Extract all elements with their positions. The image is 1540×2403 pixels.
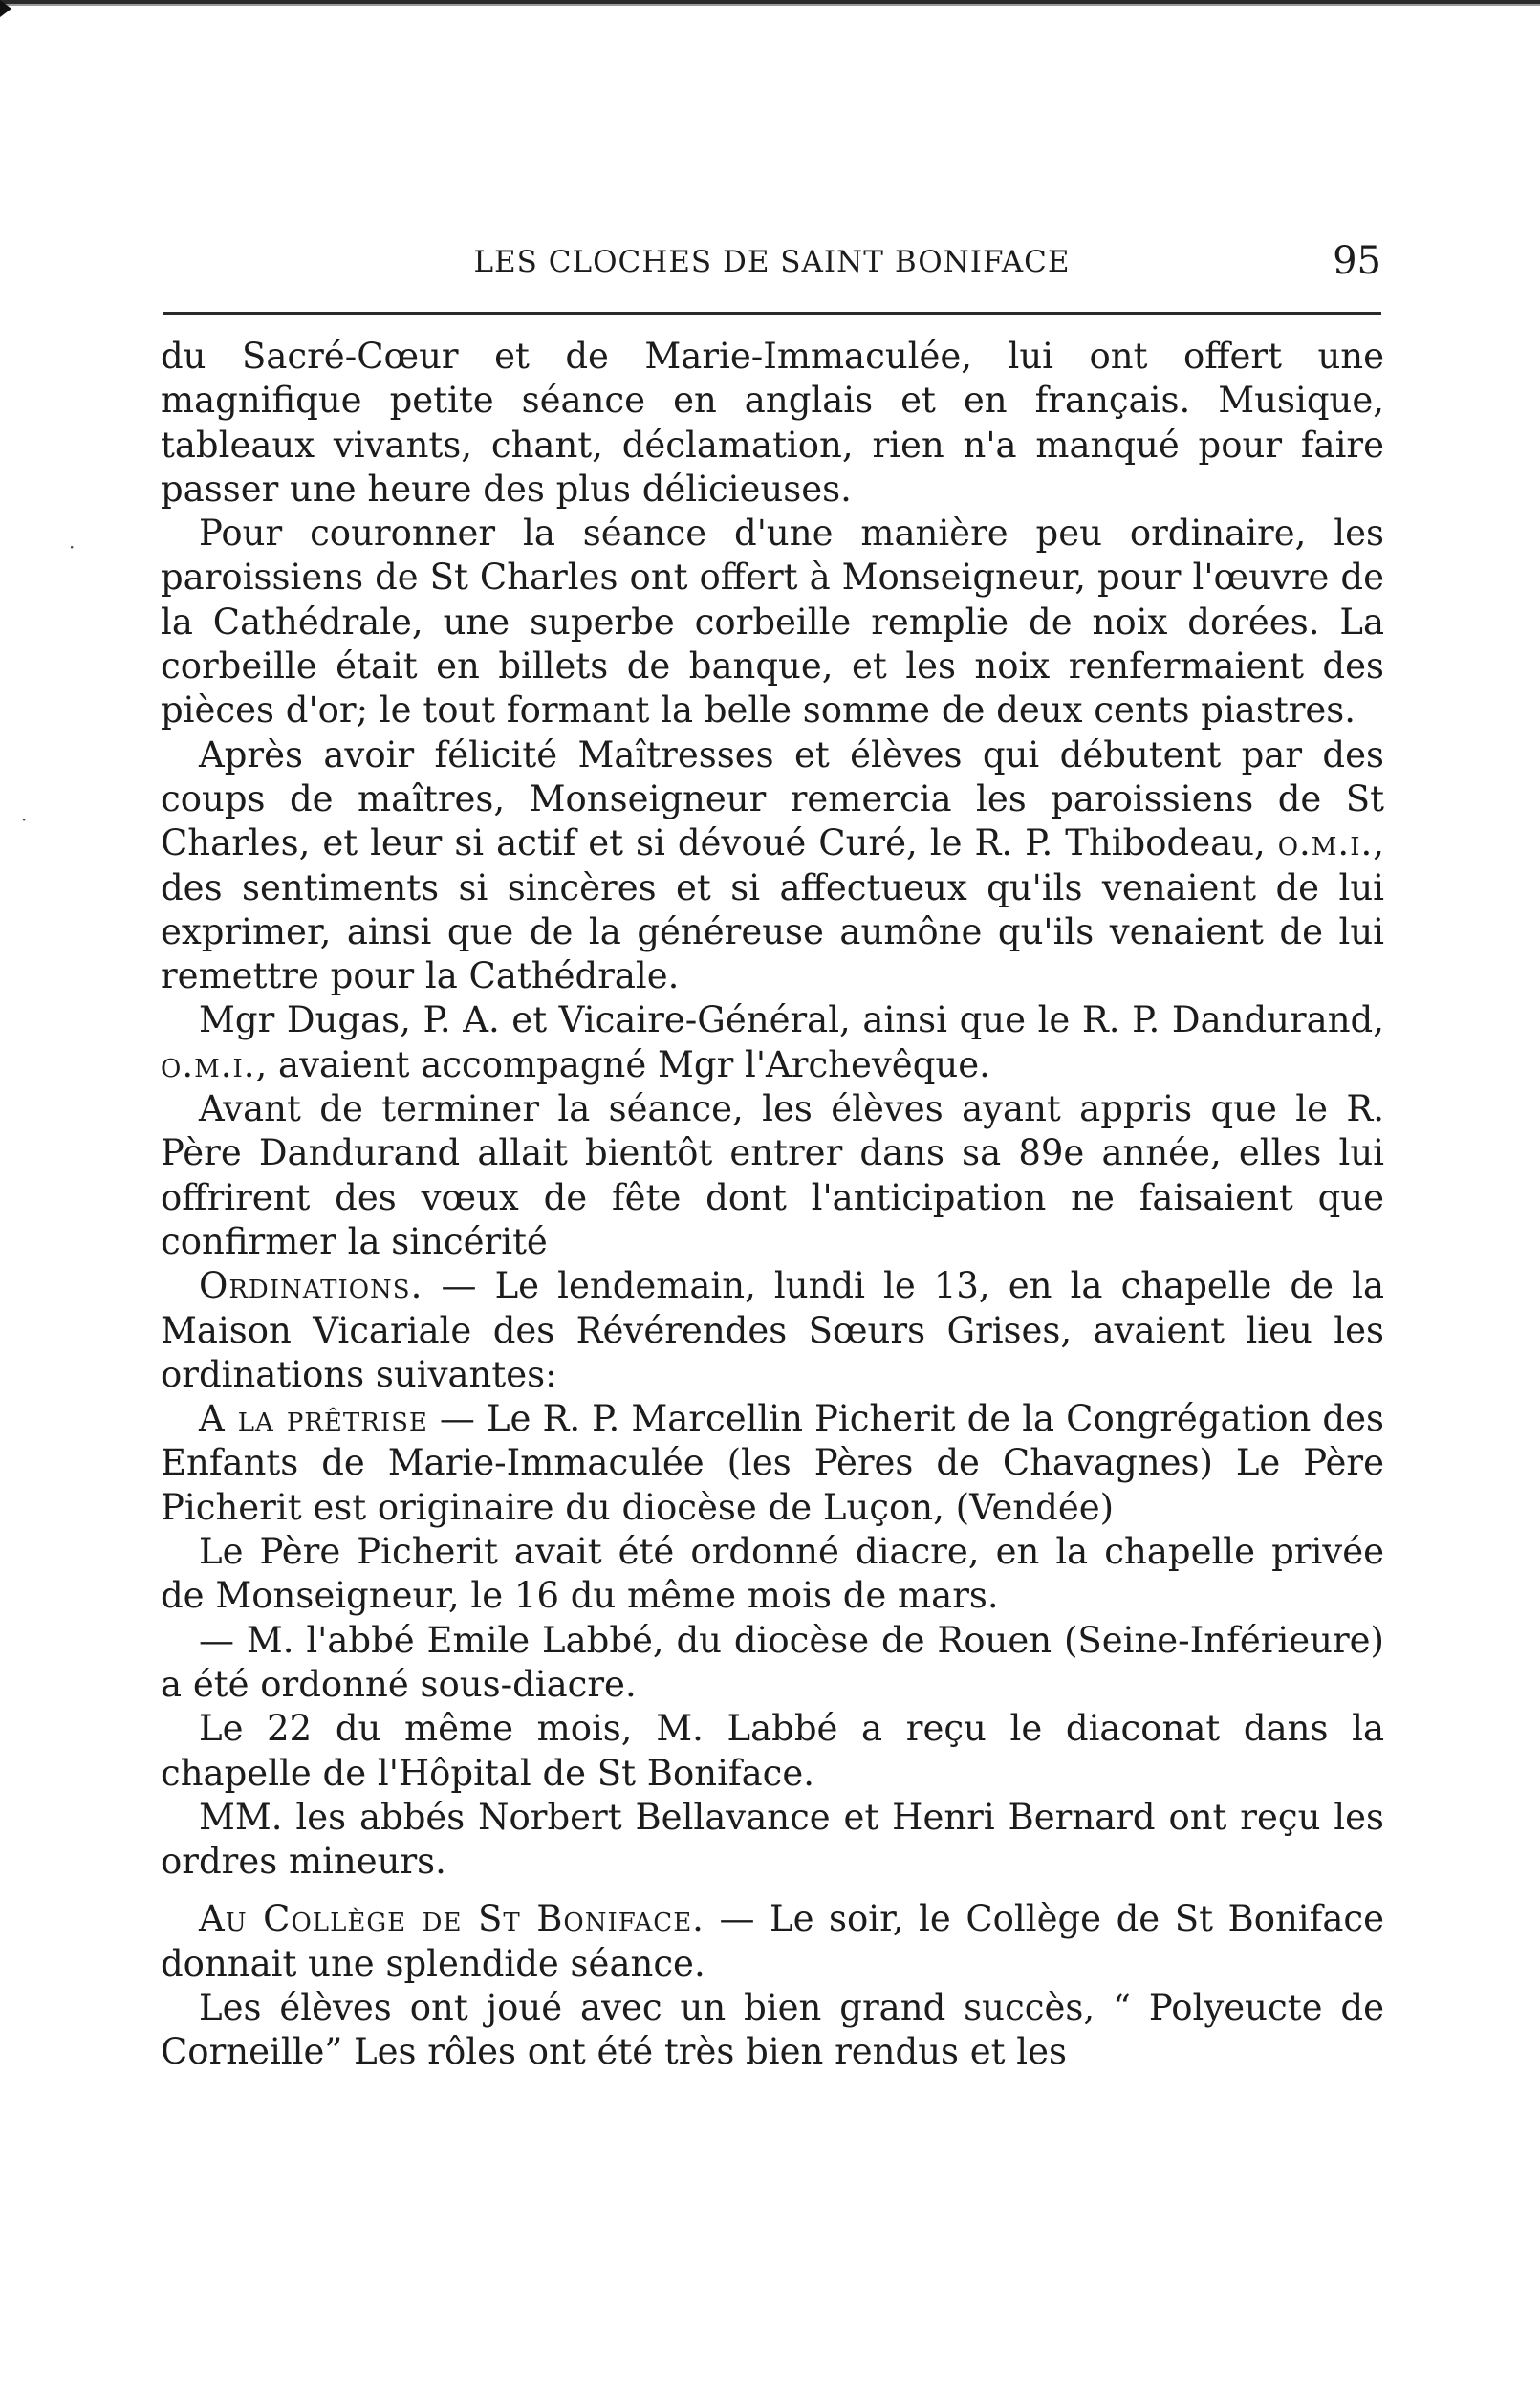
paragraph-text: — Le R. P. Marcellin Picherit de la Congrégation des Enfants de Marie-Immaculée (les Pères de Chavagnes) Le Père Picherit est originaire du diocèse de Luçon, (Vendée) xyxy=(161,1398,1384,1528)
paragraph-birthday-wishes: Avant de terminer la séance, les élèves ayant appris que le R. Père Dandurand allait bientôt entrer dans sa 89e année, elles lui offrirent des vœux de fête dont l'anticipation ne faisaient que confirmer la sincérité xyxy=(161,1088,1384,1262)
paragraph-continuation: du Sacré-Cœur et de Marie-Immaculée, lui ont offert une magnifique petite séance en anglais et en français. Musique, tableaux vivants, chant, déclamation, rien n'a manqué pour faire passer une heure des plus délicieuses. xyxy=(161,336,1384,510)
page-edge-mark xyxy=(0,0,11,17)
paragraph-diaconate-picherit: Le Père Picherit avait été ordonné diacre, en la chapelle privée de Monseigneur, le 16 du même mois de mars. xyxy=(161,1531,1384,1617)
paragraph-text: — Le soir, le Collège de St Boniface donnait une splendide séance. xyxy=(161,1898,1385,1984)
header-rule xyxy=(163,312,1381,315)
body-text xyxy=(161,335,1384,2075)
paragraph-college xyxy=(161,1897,1384,1986)
paragraph-attendees xyxy=(161,998,1384,1087)
margin-speck: · xyxy=(21,808,28,831)
paragraph-polyeucte: Les élèves ont joué avec un bien grand succès, “ Polyeucte de Corneille” Les rôles ont été très bien rendus et les xyxy=(161,1986,1384,2073)
paragraph-ordinations xyxy=(161,1264,1384,1397)
margin-speck: · xyxy=(69,535,76,558)
section-label: Ordinations. xyxy=(199,1265,423,1307)
paragraph-text: , des sentiments si sincères et si affectueux qu'ils venaient de lui exprimer, ainsi que de la généreuse aumône qu'ils venaient de lui remettre pour la Cathédrale. xyxy=(161,822,1384,997)
paragraph-subdiaconate-labbe: — M. l'abbé Emile Labbé, du diocèse de Rouen (Seine-Inférieure) a été ordonné sous-diacre. xyxy=(161,1619,1384,1705)
paragraph-offering: Pour couronner la séance d'une manière peu ordinaire, les paroissiens de St Charles ont offert à Monseigneur, pour l'œuvre de la Cathédrale, une superbe corbeille remplie de noix dorées. La corbeille était en billets de banque, et les noix renfermaient des pièces d'or; le tout formant la belle somme de deux cents piastres. xyxy=(161,513,1384,732)
order-abbreviation: o.m.i. xyxy=(161,1043,256,1085)
paragraph-diaconate-labbe: Le 22 du même mois, M. Labbé a reçu le diaconat dans la chapelle de l'Hôpital de St Boniface. xyxy=(161,1708,1384,1794)
paragraph-minor-orders: MM. les abbés Norbert Bellavance et Henri Bernard ont reçu les ordres mineurs. xyxy=(161,1796,1384,1883)
paragraph-priesthood xyxy=(161,1397,1384,1530)
paragraph-text: , avaient accompagné Mgr l'Archevêque. xyxy=(255,1043,990,1085)
top-scan-rule xyxy=(0,0,1540,9)
order-abbreviation: o.m.i. xyxy=(1277,822,1374,864)
section-label: Au Collège de St Boniface. xyxy=(199,1898,705,1940)
running-header xyxy=(163,239,1381,296)
running-title: LES CLOCHES DE SAINT BONIFACE xyxy=(473,245,1071,279)
page-number: 95 xyxy=(1333,239,1381,283)
section-label: A la prêtrise xyxy=(199,1398,428,1440)
paragraph-text: Après avoir félicité Maîtresses et élèves qui débutent par des coups de maîtres, Monseigneur remercia les paroissiens de St Charles, et leur si actif et si dévoué Curé, le R. P. Thibodeau, xyxy=(161,733,1384,864)
paragraph-thanks xyxy=(161,733,1384,999)
paragraph-text: Mgr Dugas, P. A. et Vicaire-Général, ainsi que le R. P. Dandurand, xyxy=(199,999,1384,1041)
paragraph-text: — Le lendemain, lundi le 13, en la chapelle de la Maison Vicariale des Révérendes Sœurs Grises, avaient lieu les ordinations suivantes: xyxy=(161,1265,1384,1395)
